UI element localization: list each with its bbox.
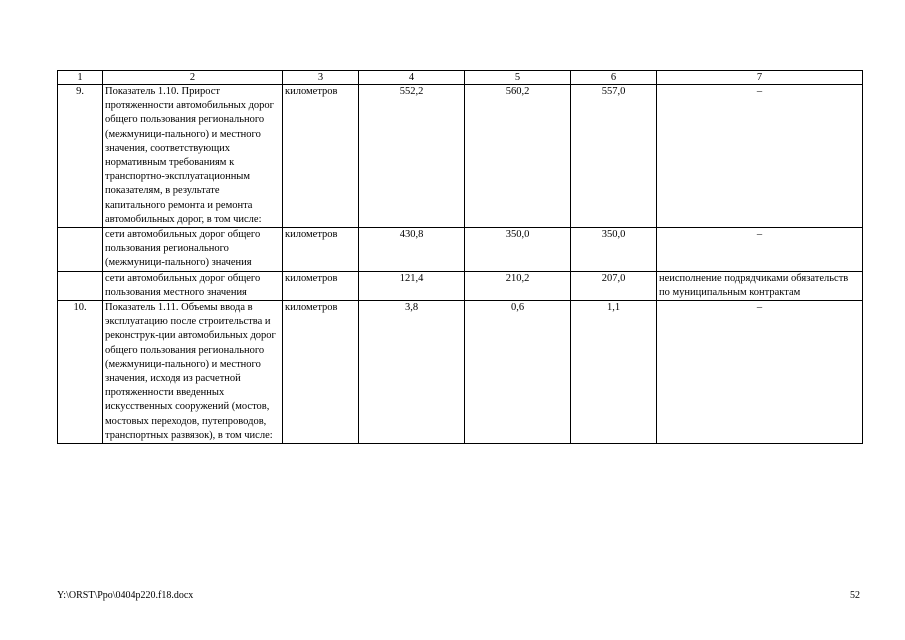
column-header: 1 bbox=[58, 71, 103, 85]
value-cell: 350,0 bbox=[571, 228, 657, 272]
column-header: 2 bbox=[103, 71, 283, 85]
value-cell: 1,1 bbox=[571, 301, 657, 444]
footer-file-path: Y:\ORST\Ppo\0404p220.f18.docx bbox=[57, 590, 194, 601]
table-row bbox=[58, 271, 863, 300]
note-cell: – bbox=[657, 228, 863, 272]
page-number: 52 bbox=[850, 590, 860, 601]
indicator-name: сети автомобильных дорог общего пользования местного значения bbox=[103, 271, 283, 300]
column-header: 5 bbox=[465, 71, 571, 85]
value-cell: 430,8 bbox=[359, 228, 465, 272]
column-header: 7 bbox=[657, 71, 863, 85]
value-cell: 557,0 bbox=[571, 85, 657, 228]
value-cell: 207,0 bbox=[571, 271, 657, 300]
unit-cell: километров bbox=[283, 85, 359, 228]
indicator-name: Показатель 1.10. Прирост протяженности автомобильных дорог общего пользования регионального (межмуници-пального) и местного значения, соответствующих нормативным требованиям к транспортно-эксплуатационным показателям, в результате капитального ремонта и ремонта автомобильных дорог, в том числе: bbox=[103, 85, 283, 228]
value-cell: 552,2 bbox=[359, 85, 465, 228]
table-row bbox=[58, 85, 863, 228]
row-number: 9. bbox=[58, 85, 103, 228]
row-number: 10. bbox=[58, 301, 103, 444]
data-table bbox=[57, 70, 863, 444]
column-header: 4 bbox=[359, 71, 465, 85]
note-cell: – bbox=[657, 301, 863, 444]
unit-cell: километров bbox=[283, 271, 359, 300]
indicator-name: сети автомобильных дорог общего пользования регионального (межмуници-пального) значения bbox=[103, 228, 283, 272]
value-cell: 560,2 bbox=[465, 85, 571, 228]
indicator-name: Показатель 1.11. Объемы ввода в эксплуатацию после строительства и реконструк-ции автомобильных дорог общего пользования регионального (межмуници-пального) и местного значения, исходя из расчетной протяженности введенных искусственных сооружений (мостов, мостовых переходов, путепроводов, транспортных развязок), в том числе: bbox=[103, 301, 283, 444]
value-cell: 121,4 bbox=[359, 271, 465, 300]
value-cell: 3,8 bbox=[359, 301, 465, 444]
unit-cell: километров bbox=[283, 228, 359, 272]
row-number bbox=[58, 271, 103, 300]
note-cell: – bbox=[657, 85, 863, 228]
column-header: 6 bbox=[571, 71, 657, 85]
table-row bbox=[58, 301, 863, 444]
note-cell: неисполнение подрядчиками обязательств по муниципальным контрактам bbox=[657, 271, 863, 300]
table-header-row bbox=[58, 71, 863, 85]
column-header: 3 bbox=[283, 71, 359, 85]
value-cell: 0,6 bbox=[465, 301, 571, 444]
row-number bbox=[58, 228, 103, 272]
value-cell: 350,0 bbox=[465, 228, 571, 272]
table-row bbox=[58, 228, 863, 272]
value-cell: 210,2 bbox=[465, 271, 571, 300]
unit-cell: километров bbox=[283, 301, 359, 444]
